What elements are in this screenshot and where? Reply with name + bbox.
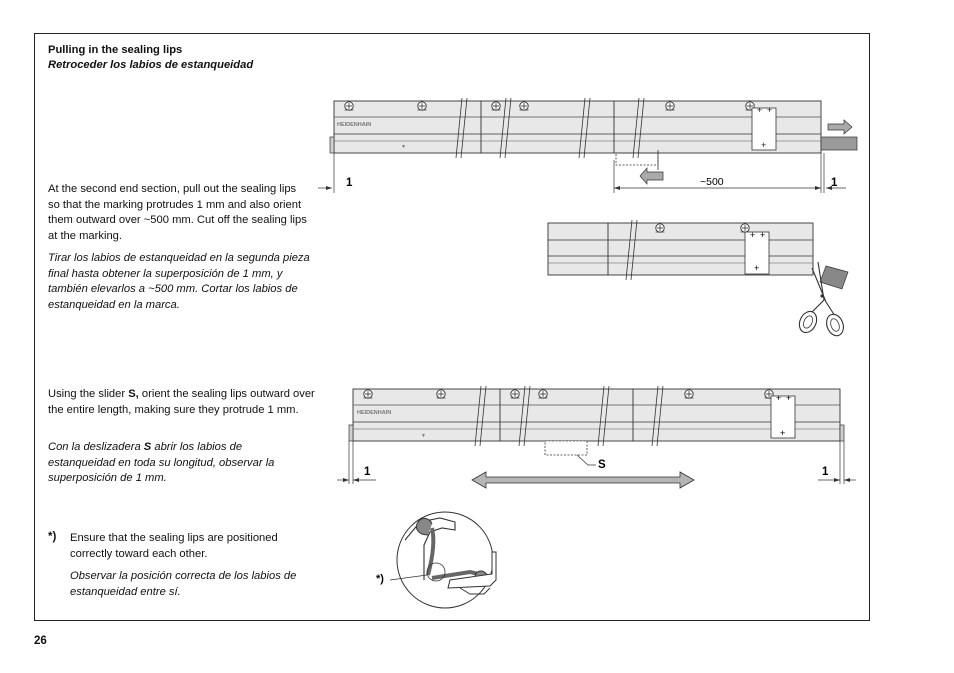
svg-text:+: + [754,263,760,273]
step2-es-before: Con la deslizadera [48,441,144,453]
step2-es-bold: S [143,441,152,453]
dim-1-bottom-left: 1 [364,466,371,478]
step2-en-bold: S, [128,388,139,400]
note-marker: *) [48,531,57,543]
svg-text:+: + [776,393,782,403]
svg-text:+: + [780,428,786,438]
slider-label: S [598,459,606,471]
note-text-en: Ensure that the sealing lips are positioned correctly toward each other. [70,532,278,560]
svg-text:+: + [767,105,773,115]
dim-500: ~500 [700,176,724,188]
svg-text:+: + [750,230,756,240]
dim-1-top-right: 1 [831,177,838,189]
dim-1-top-left: 1 [346,177,353,189]
svg-text:+: + [760,230,766,240]
svg-text:▼: ▼ [401,144,406,150]
step2-en-before: Using the slider [48,388,129,400]
dim-1-bottom-right: 1 [822,466,829,478]
note-text-es: Observar la posición correcta de los labios de estanqueidad entre sí. [70,570,297,598]
figure-cut-detail [548,220,848,338]
page-number: 26 [34,635,47,647]
step1-text-es: Tirar los labios de estanqueidad en la segunda pieza final hasta obtener la superposición de 1 mm, y también elevarlos a ~500 mm. Cortar los labios de estanqueidad en la marca. [48,252,310,311]
section-title: Pulling in the sealing lips [48,44,183,56]
step2-es-after: abrir los labios de estanqueidad en toda su longitud, observar la superposición de 1 mm. [48,441,275,484]
figure-slider [337,386,856,488]
step1-text-en: At the second end section, pull out the sealing lips so that the marking protrudes 1 mm and also orient them outward over ~500 mm. Cut off the sealing lips at the marking. [48,183,307,242]
step2-en-after: orient the sealing lips outward over the entire length, making sure they protrude 1 mm. [48,388,315,416]
svg-text:▼: ▼ [421,433,426,439]
svg-text:+: + [786,393,792,403]
figure-lip-section [376,512,496,608]
svg-text:+: + [761,140,767,150]
brand-label-top: HEIDENHAIN [337,122,372,128]
brand-label-bottom: HEIDENHAIN [357,410,392,416]
figure-scale-top [318,98,857,193]
detail-marker: *) [376,573,384,585]
section-title-spanish: Retroceder los labios de estanqueidad [48,59,254,71]
svg-text:+: + [757,105,763,115]
